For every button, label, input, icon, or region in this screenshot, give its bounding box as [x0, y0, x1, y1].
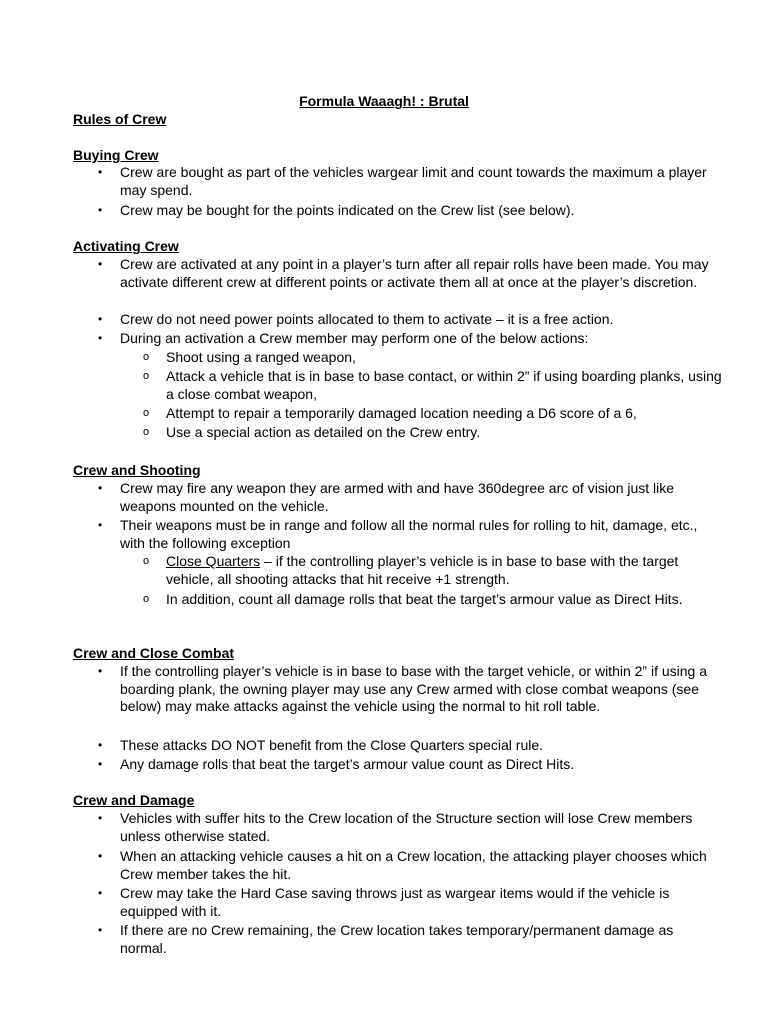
- bullet-icon: •: [98, 923, 103, 937]
- circle-bullet-icon: o: [143, 426, 150, 438]
- bullet-icon: •: [98, 257, 103, 271]
- bullet-icon: •: [98, 203, 103, 217]
- sub-list-item-text: [166, 553, 726, 588]
- sub-list-item-text: Shoot using a ranged weapon,: [166, 349, 356, 365]
- close-quarters-text: – if the controlling player’s vehicle is in base to base with the target vehicle, all shooting attacks that hit receive +1 strength.: [166, 553, 679, 587]
- bullet-icon: •: [98, 886, 103, 900]
- list-item-text: Crew may take the Hard Case saving throws just as wargear items would if the vehicle is equipped with it.: [120, 885, 670, 919]
- crew-damage-heading: Crew and Damage: [73, 792, 195, 808]
- buying-crew-heading: Buying Crew: [73, 147, 159, 163]
- sub-list-item-text: Attempt to repair a temporarily damaged location needing a D6 score of a 6,: [166, 405, 637, 421]
- list-item-text: If there are no Crew remaining, the Crew location takes temporary/permanent damage as normal.: [120, 922, 674, 956]
- bullet-icon: •: [98, 331, 103, 345]
- circle-bullet-icon: o: [143, 370, 150, 382]
- sub-list-item-text: Attack a vehicle that is in base to base contact, or within 2” if using boarding planks, using a close combat weapon,: [166, 368, 722, 402]
- rules-heading: Rules of Crew: [73, 111, 167, 127]
- list-item-text: Crew may fire any weapon they are armed with and have 360degree arc of vision just like weapons mounted on the vehicle.: [120, 480, 675, 514]
- bullet-icon: •: [98, 518, 103, 532]
- list-item-text: Their weapons must be in range and follow all the normal rules for rolling to hit, damage, etc., with the following exception: [120, 517, 698, 551]
- bullet-icon: •: [98, 738, 103, 752]
- crew-shooting-heading: Crew and Shooting: [73, 462, 201, 478]
- bullet-icon: •: [98, 664, 103, 678]
- list-item-text: Any damage rolls that beat the target’s armour value count as Direct Hits.: [120, 756, 575, 772]
- document-title: Formula Waaagh! : Brutal: [299, 93, 469, 109]
- list-item-text: If the controlling player’s vehicle is in base to base with the target vehicle, or within 2” if using a boarding plank, the owning player may use any Crew armed with close combat weapons (see below) may make attacks against the vehicle using the normal to hit roll table.: [120, 663, 708, 715]
- activating-crew-heading: Activating Crew: [73, 238, 179, 254]
- bullet-icon: •: [98, 165, 103, 179]
- list-item-text: Crew are activated at any point in a player’s turn after all repair rolls have been made. You may activate different crew at different points or activate them all at once at the player’s discretion.: [120, 256, 709, 290]
- close-quarters-term: Close Quarters: [166, 553, 261, 569]
- circle-bullet-icon: o: [143, 351, 150, 363]
- list-item-text: Crew may be bought for the points indicated on the Crew list (see below).: [120, 202, 575, 218]
- circle-bullet-icon: o: [143, 555, 150, 567]
- bullet-icon: •: [98, 757, 103, 771]
- list-item-text: These attacks DO NOT benefit from the Close Quarters special rule.: [120, 737, 544, 753]
- list-item-text: Crew are bought as part of the vehicles wargear limit and count towards the maximum a player may spend.: [120, 164, 707, 198]
- circle-bullet-icon: o: [143, 593, 150, 605]
- crew-close-combat-heading: Crew and Close Combat: [73, 645, 235, 661]
- bullet-icon: •: [98, 811, 103, 825]
- bullet-icon: •: [98, 481, 103, 495]
- sub-list-item-text: In addition, count all damage rolls that beat the target’s armour value as Direct Hits.: [166, 591, 683, 607]
- list-item-text: During an activation a Crew member may perform one of the below actions:: [120, 330, 589, 346]
- circle-bullet-icon: o: [143, 407, 150, 419]
- list-item-text: Crew do not need power points allocated to them to activate – it is a free action.: [120, 311, 614, 327]
- sub-list-item-text: Use a special action as detailed on the Crew entry.: [166, 424, 481, 440]
- list-item-text: Vehicles with suffer hits to the Crew location of the Structure section will lose Crew members unless otherwise stated.: [120, 810, 693, 844]
- bullet-icon: •: [98, 312, 103, 326]
- bullet-icon: •: [98, 849, 103, 863]
- list-item-text: When an attacking vehicle causes a hit on a Crew location, the attacking player chooses which Crew member takes the hit.: [120, 848, 707, 882]
